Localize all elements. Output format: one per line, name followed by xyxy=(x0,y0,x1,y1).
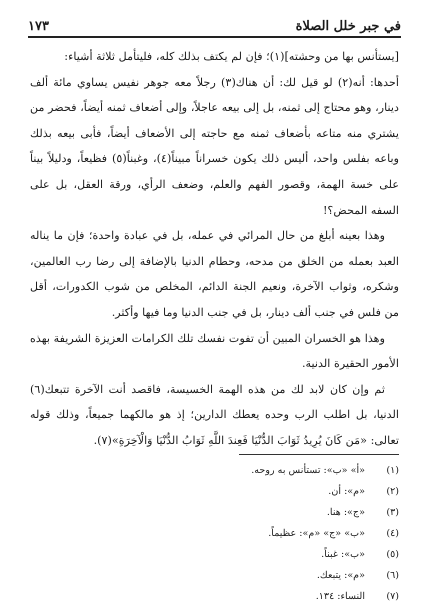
main-text xyxy=(30,44,399,454)
footnote xyxy=(30,481,399,502)
footnote-text: «أ» «ب»: تستأنس به روحه. xyxy=(251,465,365,476)
footnote-number: (٣) xyxy=(386,507,399,518)
footnote-separator xyxy=(239,454,399,455)
paragraph: وهذا هو الخسران المبين أن تفوت نفسك تلك الكرامات العزيزة الشريفة بهذه الأمور الحقيرة الدنية. xyxy=(30,331,399,371)
footnote-text: «ب» «ج» «م»: عظيماً. xyxy=(268,528,365,539)
book-title: في جبر خلل الصلاة xyxy=(295,19,401,34)
page-number: ١٧٣ xyxy=(28,19,49,34)
footnote xyxy=(30,460,399,481)
footnotes xyxy=(30,460,399,607)
footnote-text: «م»: أن. xyxy=(328,486,365,497)
footnote xyxy=(30,523,399,544)
footnote xyxy=(30,544,399,565)
footnote-text: «م»: يتبعك. xyxy=(316,570,365,581)
paragraph: أحدها: أنه(٢) لو قيل لك: أن هناك(٣) رجلاً معه جوهر نفيس يساوي مائة ألف دينار، وهو محتاج إلى ثمنه، بل إلى بيعه عاجلاً، وإلى أضعاف ثمنه أيضاً، فحضر من يشتري منه متاعه بأضعاف ثمنه مع حاجته إلى الأضعاف أيضاً، فأبى بيعه بذلك وباعه بفلس واحد، أليس ذلك يكون خسراناً مبيناً(٤)، وغبناً(٥) فظيعاً، ودليلاً بيناً على خسة الهمة، وقصور الفهم والعلم، وضعف الرأي، ورقة العقل، بل على السفه المحض؟! xyxy=(30,75,400,217)
footnote-number: (١) xyxy=(386,465,399,476)
paragraph: [يستأنس بها من وحشته](١)؛ فإن لم يكتف بذلك كله، فليتأمل ثلاثة أشياء: xyxy=(64,50,399,63)
footnote-text: «ب»: غبناً. xyxy=(321,549,365,560)
footnote xyxy=(30,565,399,586)
header-divider xyxy=(28,36,401,38)
paragraph: ثم وإن كان لابد لك من هذه الهمة الخسيسة، فاقصد أنت الآخرة تتبعك(٦) الدنيا، بل اطلب الرب وحده يعطك الدارين؛ إذ هو مالكهما جميعاً، وذلك قوله تعالى: «مَن كَانَ يُرِيدُ ثَوَابَ الدُّنْيَا فَعِندَ اللَّهِ ثَوَابُ الدُّنْيَا وَالْآخِرَةِ»(٧). xyxy=(30,382,399,447)
footnote-number: (٥) xyxy=(386,549,399,560)
footnote-number: (٢) xyxy=(386,486,399,497)
footnote xyxy=(30,586,399,607)
running-header xyxy=(28,12,401,34)
footnote-number: (٤) xyxy=(386,528,399,539)
footnote xyxy=(30,502,399,523)
footnote-number: (٧) xyxy=(386,591,399,602)
footnote-number: (٦) xyxy=(386,570,399,581)
footnote-text: النساء: ١٣٤. xyxy=(315,591,365,602)
paragraph: وهذا بعينه أبلغ من حال المرائي في عمله، بل في عبادة واحدة؛ فإن ما يناله العبد بعمله من الخلق من مدحه، وحطام الدنيا بالإضافة إلى رضا رب العالمين، وشكره، وثواب الآخرة، ونعيم الجنة الدائم، المخلص من شوب الكدورات، أقل من فلس في جنب ألف دينار، بل في جنب الدنيا وما فيها وأكثر. xyxy=(30,229,399,319)
footnote-text: «ج»: هنا. xyxy=(326,507,365,518)
